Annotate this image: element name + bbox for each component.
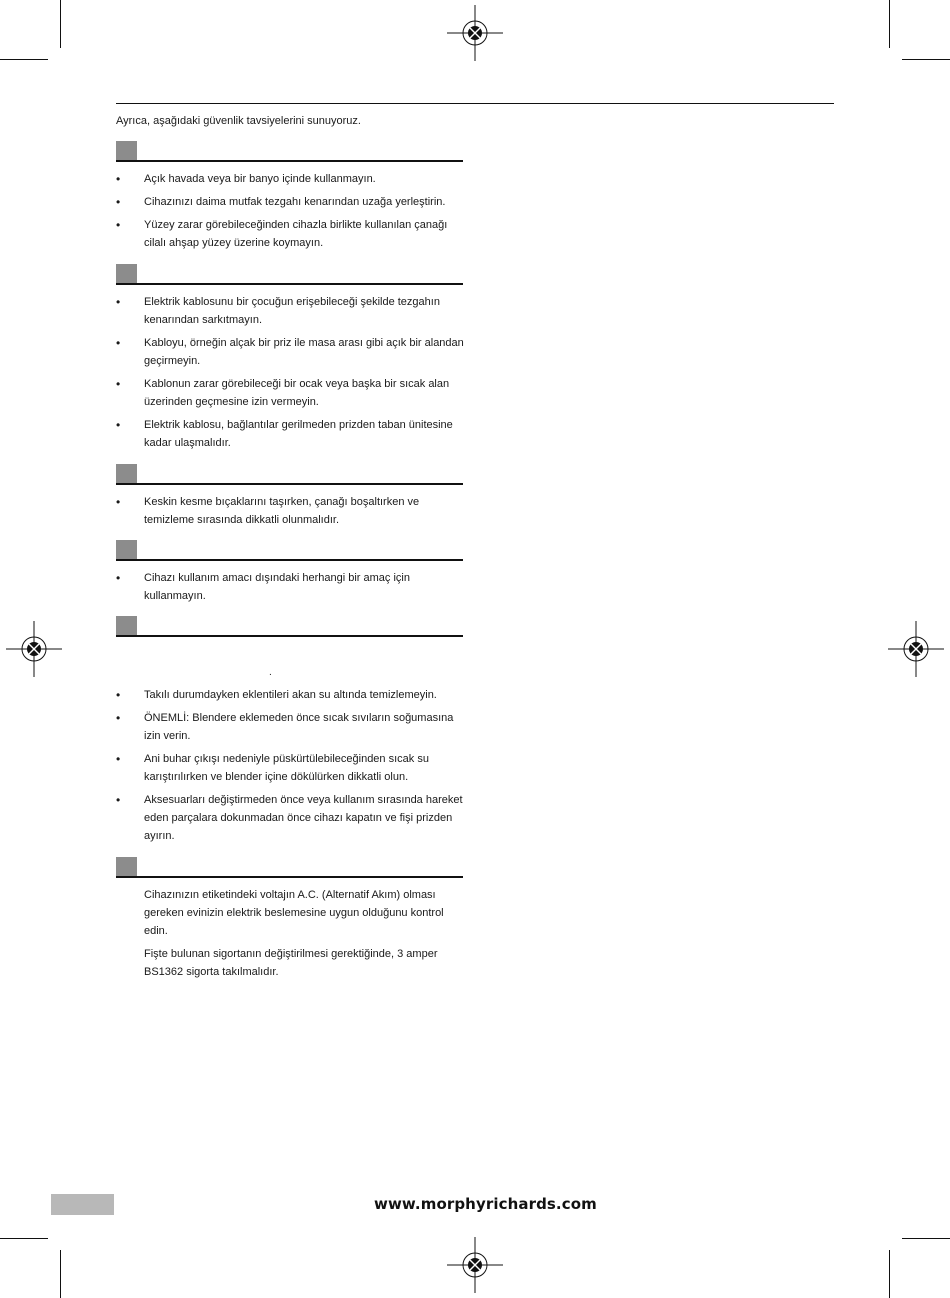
stray-mark: . <box>269 667 272 678</box>
section-header <box>116 616 463 636</box>
section-header <box>116 141 463 161</box>
section-header <box>116 264 463 284</box>
list-item: • Keskin kesme bıçaklarını taşırken, çanağı boşaltırken ve temizleme sırasında dikkatli olunmalıdır. <box>116 493 466 529</box>
footer-url[interactable]: www.morphyrichards.com <box>374 1195 597 1213</box>
list-item: • Kabloyu, örneğin alçak bir priz ile masa arası gibi açık bir alandan geçirmeyin. <box>116 334 466 370</box>
crop-mark <box>60 1250 61 1298</box>
list-item: • Açık havada veya bir banyo içinde kullanmayın. <box>116 170 466 188</box>
section-header <box>116 857 463 877</box>
bullet-list <box>116 293 466 457</box>
list-item: • Kablonun zarar görebileceği bir ocak veya başka bir sıcak alan üzerinden geçmesine izin vermeyin. <box>116 375 466 411</box>
section-rule <box>116 283 463 285</box>
registration-mark-icon <box>447 1237 503 1293</box>
crop-mark <box>889 0 890 48</box>
section-marker <box>116 141 137 160</box>
crop-mark <box>889 1250 890 1298</box>
section-rule <box>116 876 463 878</box>
intro-text: Ayrıca, aşağıdaki güvenlik tavsiyelerini sunuyoruz. <box>116 115 361 127</box>
list-item: • Aksesuarları değiştirmeden önce veya kullanım sırasında hareket eden parçalara dokunmadan önce cihazı kapatın ve fişi prizden ayırın. <box>116 791 466 845</box>
registration-mark-icon <box>6 621 62 677</box>
section-marker <box>116 264 137 283</box>
crop-mark <box>60 0 61 48</box>
section-header <box>116 540 463 560</box>
section-marker <box>116 616 137 635</box>
list-item: • Elektrik kablosu, bağlantılar gerilmeden prizden taban ünitesine kadar ulaşmalıdır. <box>116 416 466 452</box>
section-marker <box>116 464 137 483</box>
list-item: • Cihazınızı daima mutfak tezgahı kenarından uzağa yerleştirin. <box>116 193 466 211</box>
section-rule <box>116 483 463 485</box>
list-item: • Elektrik kablosunu bir çocuğun erişebileceği şekilde tezgahın kenarından sarkıtmayın. <box>116 293 466 329</box>
crop-mark <box>902 59 950 60</box>
bullet-list <box>116 686 466 850</box>
section-rule <box>116 559 463 561</box>
section-header <box>116 464 463 484</box>
bullet-list <box>116 569 466 610</box>
list-item: • Ani buhar çıkışı nedeniyle püskürtülebileceğinden sıcak su karıştırılırken ve blender içine dökülürken dikkatli olun. <box>116 750 466 786</box>
list-item: • Takılı durumdayken eklentileri akan su altında temizlemeyin. <box>116 686 466 704</box>
list-item: • Cihazı kullanım amacı dışındaki herhangi bir amaç için kullanmayın. <box>116 569 466 605</box>
section-rule <box>116 635 463 637</box>
section-marker <box>116 857 137 876</box>
list-item: • Yüzey zarar görebileceğinden cihazla birlikte kullanılan çanağı cilalı ahşap yüzey üzerine koymayın. <box>116 216 466 252</box>
section-marker <box>116 540 137 559</box>
registration-mark-icon <box>888 621 944 677</box>
page-number-tab <box>51 1194 114 1215</box>
list-item: • ÖNEMLİ: Blendere eklemeden önce sıcak sıvıların soğumasına izin verin. <box>116 709 466 745</box>
paragraph: Cihazınızın etiketindeki voltajın A.C. (Alternatif Akım) olması gereken evinizin elektrik beslemesine uygun olduğunu kontrol edin. <box>144 889 444 937</box>
crop-mark <box>0 1238 48 1239</box>
crop-mark <box>902 1238 950 1239</box>
registration-mark-icon <box>447 5 503 61</box>
top-rule <box>116 103 834 104</box>
section-rule <box>116 160 463 162</box>
bullet-list <box>116 493 466 534</box>
crop-mark <box>0 59 48 60</box>
bullet-list <box>116 170 466 257</box>
paragraph: Fişte bulunan sigortanın değiştirilmesi gerektiğinde, 3 amper BS1362 sigorta takılmalıdır. <box>144 948 438 978</box>
